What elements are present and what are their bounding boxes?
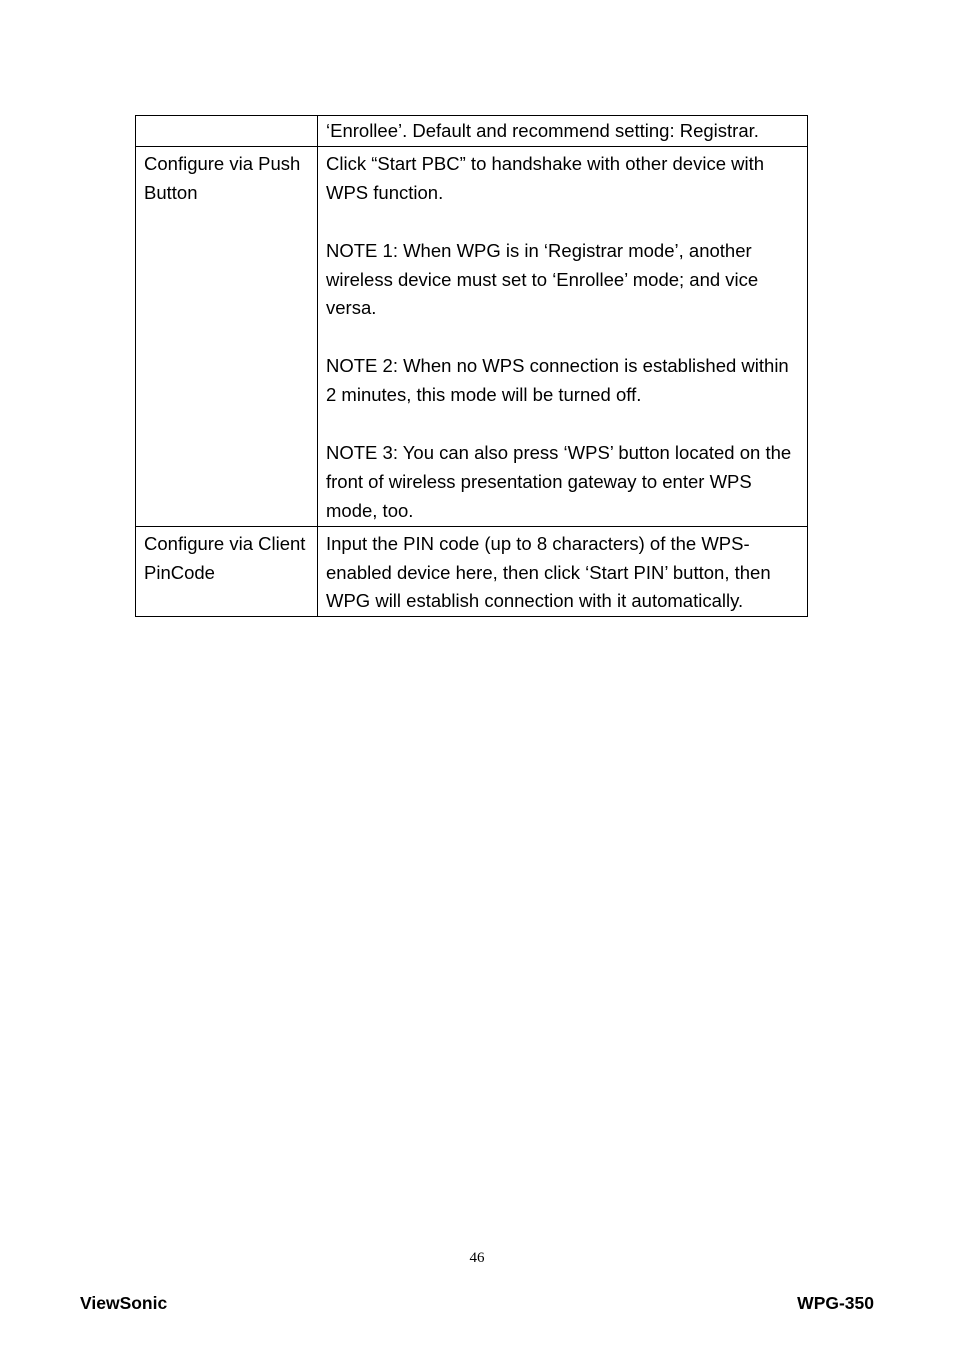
row-description	[318, 116, 808, 147]
description-paragraph: Input the PIN code (up to 8 characters) of the WPS-enabled device here, then click ‘Start PIN’ button, then WPG will establish connection with it automatically.	[326, 532, 771, 612]
table-row	[136, 146, 808, 526]
description-paragraph: ‘Enrollee’. Default and recommend setting: Registrar.	[326, 120, 759, 141]
row-description	[318, 526, 808, 617]
row-label	[136, 116, 318, 147]
table-row	[136, 526, 808, 617]
footer-brand: ViewSonic	[80, 1293, 168, 1313]
table-row	[136, 116, 808, 147]
settings-table	[135, 115, 808, 617]
row-label: Configure via Push Button	[136, 146, 318, 526]
page-number: 46	[469, 1250, 485, 1266]
note-3-paragraph: NOTE 3: You can also press ‘WPS’ button located on the front of wireless presentation gateway to enter WPS mode, too.	[326, 441, 792, 521]
row-label: Configure via Client PinCode	[136, 526, 318, 617]
description-paragraph: Click “Start PBC” to handshake with other device with WPS function.	[326, 152, 765, 203]
note-2-paragraph: NOTE 2: When no WPS connection is established within 2 minutes, this mode will be turned off.	[326, 355, 789, 406]
footer-model: WPG-350	[797, 1293, 874, 1313]
row-description	[318, 146, 808, 526]
note-1-paragraph: NOTE 1: When WPG is in ‘Registrar mode’, another wireless device must set to ‘Enrollee’ mode; and vice versa.	[326, 239, 759, 319]
